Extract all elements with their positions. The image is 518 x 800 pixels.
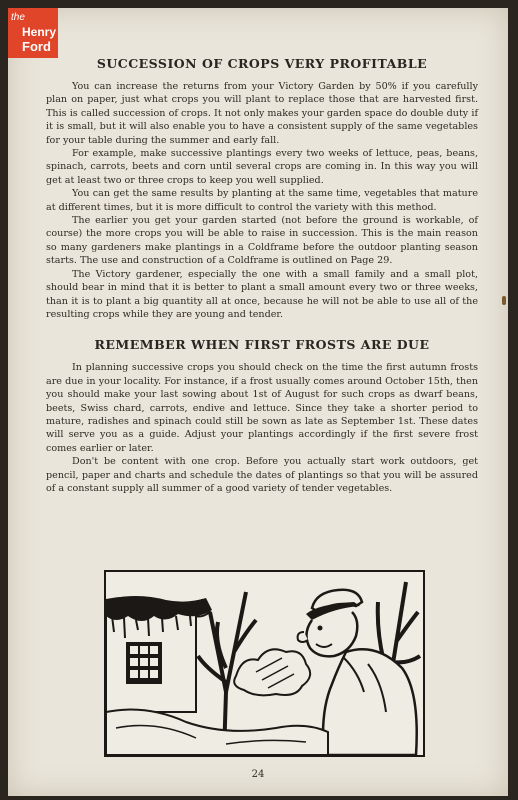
binding-mark: [502, 296, 506, 305]
section-heading-frosts: REMEMBER WHEN FIRST FROSTS ARE DUE: [94, 337, 430, 353]
logo-line-1: the: [11, 12, 25, 23]
paragraph: You can get the same results by planting at the same time, vegetables that mature at different times, but it is more difficult to control the variety with this method.: [46, 188, 478, 213]
logo-line-3: Ford: [22, 39, 51, 54]
paragraph: For example, make successive plantings every two weeks of lettuce, peas, beans, spinach, carrots, beets and corn until several crops are coming in. In this way you will get at least two or three crops to keep you well supplied.: [46, 148, 478, 186]
section-heading-succession: SUCCESSION OF CROPS VERY PROFITABLE: [96, 56, 428, 71]
illustration-drawing: [106, 572, 423, 755]
logo-line-2: Henry: [22, 25, 57, 39]
paragraph: In planning successive crops you should check on the time the first autumn frosts are due in your locality. For instance, if a frost usually comes around October 15th, then you should make your last sowing about 1st of August for such crops as dwarf beans, beets, Swiss chard, carrots, endive and lettuce. Since they take a shorter period to mature, radishes and spinach could still be sown as late as September 1st. These dates will serve you as a guide. Adjust your plantings accordingly if the first severe frost comes earlier or later.: [46, 362, 478, 454]
henry-ford-logo: [8, 8, 58, 58]
page-content: [46, 56, 478, 495]
illustration-frost-garden: [104, 570, 425, 757]
paragraph: Don't be content with one crop. Before you actually start work outdoors, get pencil, paper and charts and schedule the dates of plantings so that you will be assured of a constant supply all summer of a good variety of tender vegetables.: [46, 456, 478, 494]
paragraph: The Victory gardener, especially the one with a small family and a small plot, should bear in mind that it is better to plant a small amount every two or three weeks, than it is to plant a big quantity all at once, because he will not be able to use all of the resulting crops while they are young and tender.: [46, 268, 478, 320]
paragraph: You can increase the returns from your Victory Garden by 50% if you carefully plan on paper, just what crops you will plant to replace those that are harvested first. This is called succession of crops. It not only makes your garden space do double duty if it is small, but it will also enable you to have a consistent supply of the same vegetables for your table during the summer and early fall.: [46, 81, 478, 146]
page-number: 24: [251, 769, 265, 780]
page: [8, 8, 508, 796]
paragraph: The earlier you get your garden started (not before the ground is workable, of course) the more crops you will be able to raise in succession. This is the main reason so many gardeners make plantings in a Coldframe before the outdoor planting season starts. The use and construction of a Coldframe is outlined on Page 29.: [46, 215, 478, 267]
